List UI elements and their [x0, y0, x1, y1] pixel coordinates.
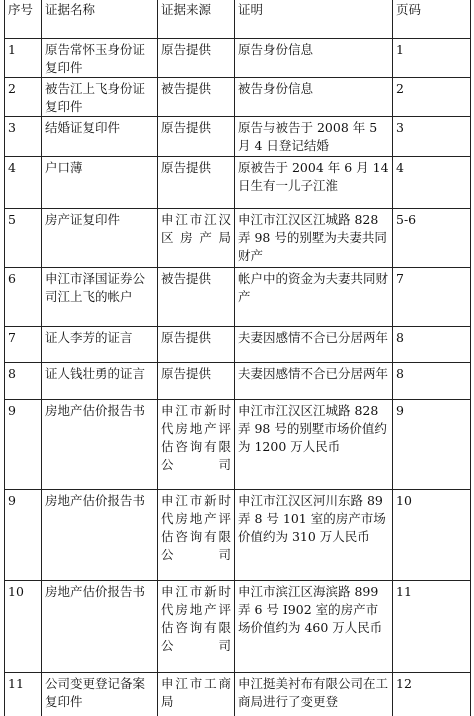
row-page: 7 [393, 268, 471, 327]
table-row [5, 268, 471, 327]
row-page: 12 [393, 673, 471, 716]
row-page: 3 [393, 117, 471, 157]
row-description: 夫妻因感情不合已分居两年 [235, 363, 393, 400]
row-description: 帐户中的资金为夫妻共同财产 [235, 268, 393, 327]
header-source: 证据来源 [158, 0, 235, 39]
header-no: 序号 [5, 0, 42, 39]
row-page: 9 [393, 400, 471, 490]
row-source: 申江市新时代房地产评估咨询有限公司 [158, 400, 235, 490]
row-source: 原告提供 [158, 157, 235, 209]
table-row [5, 78, 471, 117]
table-row [5, 157, 471, 209]
row-description: 原告与被告于 2008 年 5 月 4 日登记结婚 [235, 117, 393, 157]
header-description: 证明 [235, 0, 393, 39]
row-no: 8 [5, 363, 42, 400]
row-source: 原告提供 [158, 363, 235, 400]
row-source: 原告提供 [158, 117, 235, 157]
row-no: 6 [5, 268, 42, 327]
row-no: 1 [5, 39, 42, 78]
table-row [5, 39, 471, 78]
table-row [5, 490, 471, 581]
row-source: 原告提供 [158, 39, 235, 78]
row-page: 8 [393, 327, 471, 363]
row-source: 被告提供 [158, 268, 235, 327]
row-no: 4 [5, 157, 42, 209]
row-name: 申江市泽国证券公司江上飞的帐户 [42, 268, 158, 327]
row-description: 申江市江汉区江城路 828 弄 98 号的别墅市场价值约为 1200 万人民币 [235, 400, 393, 490]
table-row [5, 400, 471, 490]
row-page: 1 [393, 39, 471, 78]
table-row [5, 673, 471, 716]
row-name: 公司变更登记备案复印件 [42, 673, 158, 716]
row-source: 原告提供 [158, 327, 235, 363]
row-page: 8 [393, 363, 471, 400]
row-no: 11 [5, 673, 42, 716]
table-row [5, 209, 471, 268]
row-no: 3 [5, 117, 42, 157]
row-no: 9 [5, 490, 42, 581]
evidence-table [4, 0, 471, 716]
row-name: 结婚证复印件 [42, 117, 158, 157]
row-source: 申江市工商局 [158, 673, 235, 716]
header-page: 页码 [393, 0, 471, 39]
row-name: 原告常怀玉身份证复印件 [42, 39, 158, 78]
row-source: 被告提供 [158, 78, 235, 117]
row-page: 2 [393, 78, 471, 117]
row-no: 10 [5, 581, 42, 673]
row-no: 5 [5, 209, 42, 268]
header-row [5, 0, 471, 39]
table-row [5, 363, 471, 400]
row-description: 申江市江汉区河川东路 89 弄 8 号 101 室的房产市场价值约为 310 万人民币 [235, 490, 393, 581]
table-row [5, 327, 471, 363]
row-source: 申江市新时代房地产评估咨询有限公司 [158, 490, 235, 581]
row-name: 房地产估价报告书 [42, 400, 158, 490]
row-no: 9 [5, 400, 42, 490]
row-page: 5-6 [393, 209, 471, 268]
row-description: 原被告于 2004 年 6 月 14 日生有一儿子江淮 [235, 157, 393, 209]
row-no: 2 [5, 78, 42, 117]
row-description: 夫妻因感情不合已分居两年 [235, 327, 393, 363]
table-row [5, 117, 471, 157]
row-name: 证人钱壮勇的证言 [42, 363, 158, 400]
table-row [5, 581, 471, 673]
row-page: 11 [393, 581, 471, 673]
row-name: 户口薄 [42, 157, 158, 209]
row-description: 申江市江汉区江城路 828 弄 98 号的别墅为夫妻共同财产 [235, 209, 393, 268]
row-description: 申江挺美衬布有限公司在工商局进行了变更登 [235, 673, 393, 716]
row-name: 房地产估价报告书 [42, 581, 158, 673]
row-no: 7 [5, 327, 42, 363]
header-name: 证据名称 [42, 0, 158, 39]
row-name: 房产证复印件 [42, 209, 158, 268]
row-name: 房地产估价报告书 [42, 490, 158, 581]
row-source: 申江市新时代房地产评估咨询有限公司 [158, 581, 235, 673]
row-source: 申江市江汉区房产局 [158, 209, 235, 268]
row-page: 10 [393, 490, 471, 581]
row-page: 4 [393, 157, 471, 209]
row-description: 申江市滨江区海滨路 899 弄 6 号 I902 室的房产市场价值约为 460 万人民币 [235, 581, 393, 673]
row-name: 被告江上飞身份证复印件 [42, 78, 158, 117]
row-description: 被告身份信息 [235, 78, 393, 117]
row-description: 原告身份信息 [235, 39, 393, 78]
row-name: 证人李芳的证言 [42, 327, 158, 363]
